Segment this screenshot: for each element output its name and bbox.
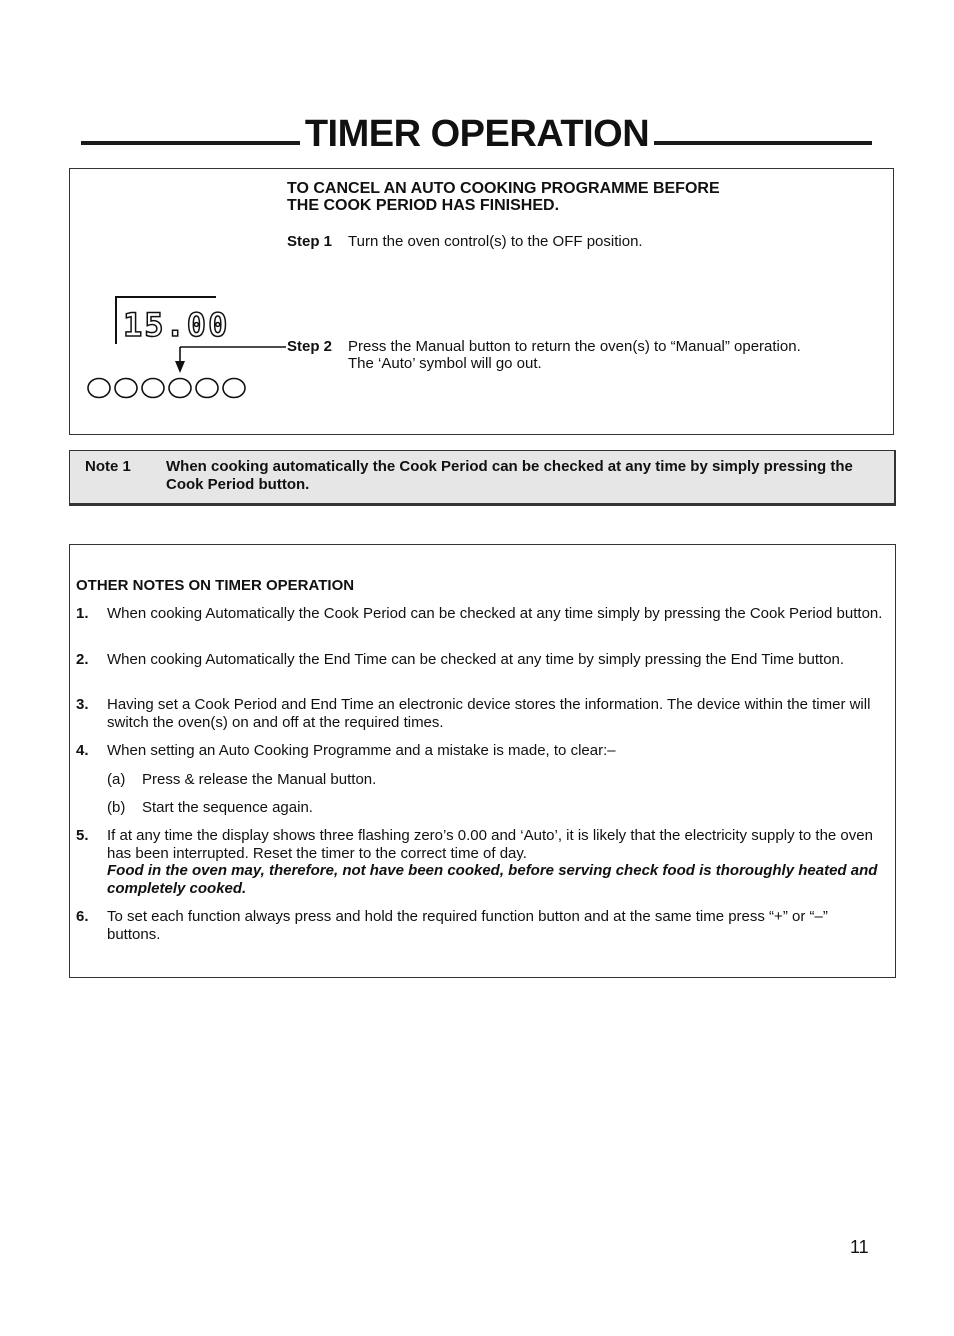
timer-button-icon [196, 379, 218, 398]
timer-button-icon [223, 379, 245, 398]
sub-item-label: (b) [107, 799, 126, 816]
list-item-number: 1. [76, 605, 89, 622]
other-notes-box [69, 544, 896, 978]
food-safety-warning: Food in the oven may, therefore, not have been cooked, before serving check food is thoroughly heated and completely cooked. [107, 862, 878, 897]
timer-button-icon [115, 379, 137, 398]
step-2-text-line1: Press the Manual button to return the oven(s) to “Manual” operation. [348, 338, 801, 355]
list-item-number: 5. [76, 827, 89, 844]
step-2-text [348, 338, 868, 372]
note-text: When cooking automatically the Cook Period can be checked at any time by simply pressing the Cook Period button. [166, 458, 853, 493]
cancel-heading-line2: THE COOK PERIOD HAS FINISHED. [287, 197, 560, 214]
pointer-arrowhead [175, 361, 185, 373]
step-1-text: Turn the oven control(s) to the OFF position. [348, 233, 643, 250]
cancel-programme-box [69, 168, 894, 435]
title-rule-right [654, 141, 872, 145]
list-item-text [107, 827, 883, 897]
timer-button-icon [142, 379, 164, 398]
button-row [88, 379, 245, 398]
sub-item-text: Press & release the Manual button. [142, 771, 377, 788]
timer-button-icon [88, 379, 110, 398]
list-item-number: 3. [76, 696, 89, 713]
note-box [69, 450, 896, 506]
other-notes-heading: OTHER NOTES ON TIMER OPERATION [76, 577, 355, 594]
list-item-body: If at any time the display shows three flashing zero’s 0.00 and ‘Auto’, it is likely that the electricity supply to the oven has been interrupted. Reset the timer to the correct time of day. [107, 827, 873, 862]
list-item-text: When setting an Auto Cooking Programme and a mistake is made, to clear:– [107, 742, 616, 759]
sub-item-text: Start the sequence again. [142, 799, 313, 816]
list-item-number: 2. [76, 651, 89, 668]
list-item-text: Having set a Cook Period and End Time an electronic device stores the information. The device within the timer will switch the oven(s) on and off at the required times. [107, 696, 871, 731]
timer-display-illustration [84, 293, 289, 403]
page-title: TIMER OPERATION [304, 113, 650, 155]
list-item-number: 4. [76, 742, 89, 759]
display-reading: 15.00 [123, 306, 230, 344]
note-label: Note 1 [85, 458, 131, 475]
cancel-heading [287, 180, 847, 214]
list-item-text: To set each function always press and hold the required function button and at the same time press “+” or “–” buttons. [107, 908, 828, 943]
step-2-text-line2: The ‘Auto’ symbol will go out. [348, 355, 542, 372]
step-1-label: Step 1 [287, 233, 333, 250]
list-item-number: 6. [76, 908, 89, 925]
list-item-text: When cooking Automatically the Cook Period can be checked at any time simply by pressing the Cook Period button. [107, 605, 883, 622]
list-item-text: When cooking Automatically the End Time can be checked at any time by simply pressing the End Time button. [107, 651, 845, 668]
timer-button-icon [169, 379, 191, 398]
title-rule-left [81, 141, 300, 145]
cancel-heading-line1: TO CANCEL AN AUTO COOKING PROGRAMME BEFORE [287, 180, 720, 197]
sub-item-label: (a) [107, 771, 126, 788]
page-number: 11 [850, 1237, 869, 1257]
step-2-label: Step 2 [287, 338, 333, 355]
